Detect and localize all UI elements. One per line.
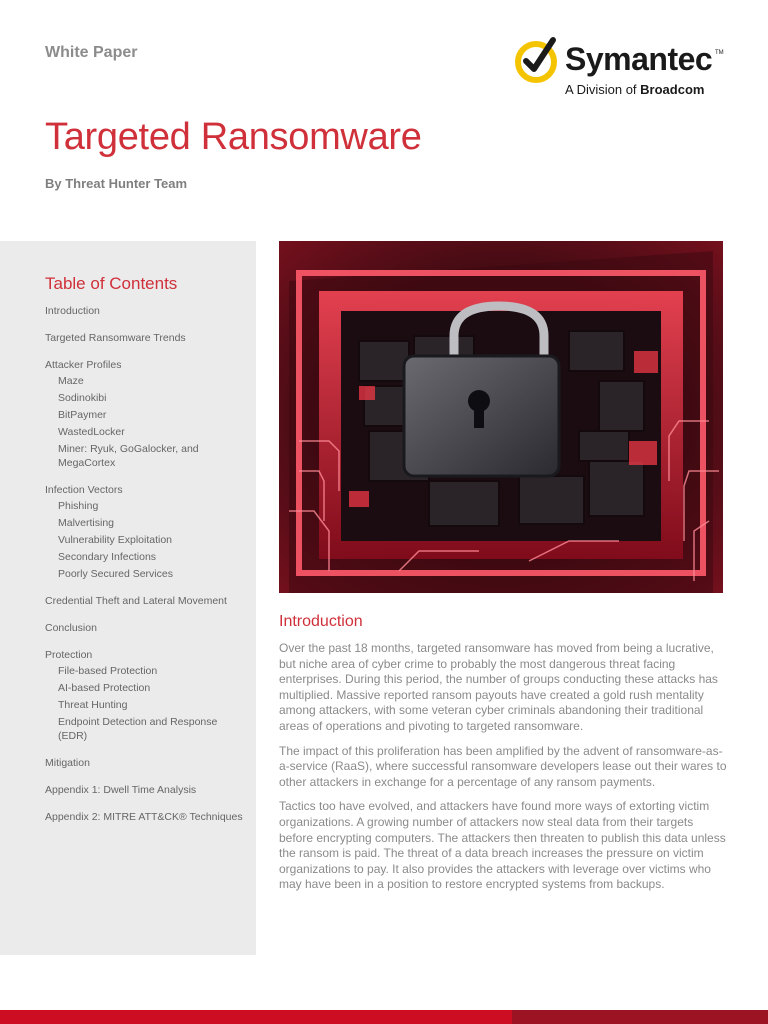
toc-entry[interactable]	[45, 304, 245, 318]
toc-entry[interactable]	[45, 621, 245, 635]
toc-sub-entry[interactable]: Endpoint Detection and Response (EDR)	[58, 716, 218, 742]
toc-sub-entry[interactable]: BitPaymer	[58, 409, 107, 421]
intro-body	[279, 641, 727, 902]
toc-sub-entry[interactable]: AI-based Protection	[58, 682, 151, 694]
toc-entry-label[interactable]: Introduction	[45, 305, 100, 317]
toc-entry-label[interactable]: Appendix 2: MITRE ATT&CK® Techniques	[45, 811, 243, 823]
toc-sub-entry[interactable]: Maze	[58, 375, 84, 387]
toc-sub-entry[interactable]: Miner: Ryuk, GoGalocker, and MegaCortex	[58, 443, 199, 469]
intro-paragraph: Tactics too have evolved, and attackers have found more ways of extorting victim organizations. A growing number of attackers now steal data from their targets before encrypting computers. The attackers then threaten to publish this data unless the ransom is paid. The threat of a data breach increases the pressure on victim organizations to pay. It also provides the attackers with leverage over victims who may have been in a position to restore encrypted systems from backups.	[279, 799, 726, 892]
toc-sub-entry[interactable]: Vulnerability Exploitation	[58, 534, 173, 546]
byline: By Threat Hunter Team	[45, 176, 188, 191]
toc-entry[interactable]	[45, 483, 245, 581]
toc-sub-entry[interactable]: WastedLocker	[58, 426, 125, 438]
toc-sub-entry[interactable]: Threat Hunting	[58, 699, 128, 711]
document-title: Targeted Ransomware	[45, 116, 422, 158]
toc-entry-label[interactable]: Conclusion	[45, 622, 97, 634]
toc-entry-label[interactable]: Mitigation	[45, 757, 90, 769]
footer-bar-dark	[512, 1010, 768, 1024]
intro-paragraph: Over the past 18 months, targeted ransomware has moved from being a lucrative, but niche area of cyber crime to probably the most dangerous threat facing enterprises. During this period, the number of groups conducting these attacks has multiplied. Massive reported ransom payouts have created a gold rush mentality among attackers, with some veteran cyber criminals abandoning their traditional areas of operations and pivoting to targeted ransomware.	[279, 641, 718, 733]
toc-entry[interactable]	[45, 358, 245, 470]
toc-sub-list	[45, 664, 245, 743]
toc-entry-label[interactable]: Protection	[45, 649, 93, 661]
toc-title: Table of Contents	[45, 274, 178, 293]
toc-entry-label[interactable]: Targeted Ransomware Trends	[45, 332, 186, 344]
toc-sub-entry[interactable]: Phishing	[58, 500, 99, 512]
toc-entry-label[interactable]: Infection Vectors	[45, 484, 123, 496]
toc-sub-entry[interactable]: Malvertising	[58, 517, 115, 529]
footer-bar-red	[0, 1010, 512, 1024]
toc-sub-list	[45, 499, 245, 581]
toc-list	[45, 304, 245, 837]
toc-sub-entry[interactable]: Secondary Infections	[58, 551, 157, 563]
toc-sub-entry[interactable]: Sodinokibi	[58, 392, 107, 404]
toc-entry[interactable]	[45, 783, 245, 797]
toc-sub-list	[45, 374, 245, 470]
intro-paragraph: The impact of this proliferation has been amplified by the advent of ransomware-as-a-service (RaaS), where successful ransomware developers lease out their wares to other attackers in exchange for a percentage of any ransom payments.	[279, 743, 727, 789]
toc-sub-entry[interactable]: Poorly Secured Services	[58, 568, 173, 580]
toc-entry[interactable]	[45, 756, 245, 770]
toc-entry-label[interactable]: Attacker Profiles	[45, 359, 122, 371]
toc-entry[interactable]	[45, 594, 245, 608]
logo-tagline: A Division of Broadcom	[565, 82, 705, 97]
toc-entry[interactable]	[45, 648, 245, 743]
logo-wordmark: Symantec	[565, 41, 713, 77]
logo-trademark: TM	[715, 50, 724, 56]
toc-entry[interactable]	[45, 331, 245, 345]
doc-type-label: White Paper	[45, 44, 138, 61]
intro-heading: Introduction	[279, 613, 363, 630]
toc-entry-label[interactable]: Appendix 1: Dwell Time Analysis	[45, 784, 197, 796]
checkmark-circle-icon	[513, 34, 563, 86]
toc-entry[interactable]	[45, 810, 245, 824]
toc-entry-label[interactable]: Credential Theft and Lateral Movement	[45, 595, 227, 607]
toc-sub-entry[interactable]: File-based Protection	[58, 665, 158, 677]
symantec-logo	[513, 34, 728, 100]
hero-image-padlock	[279, 241, 723, 593]
